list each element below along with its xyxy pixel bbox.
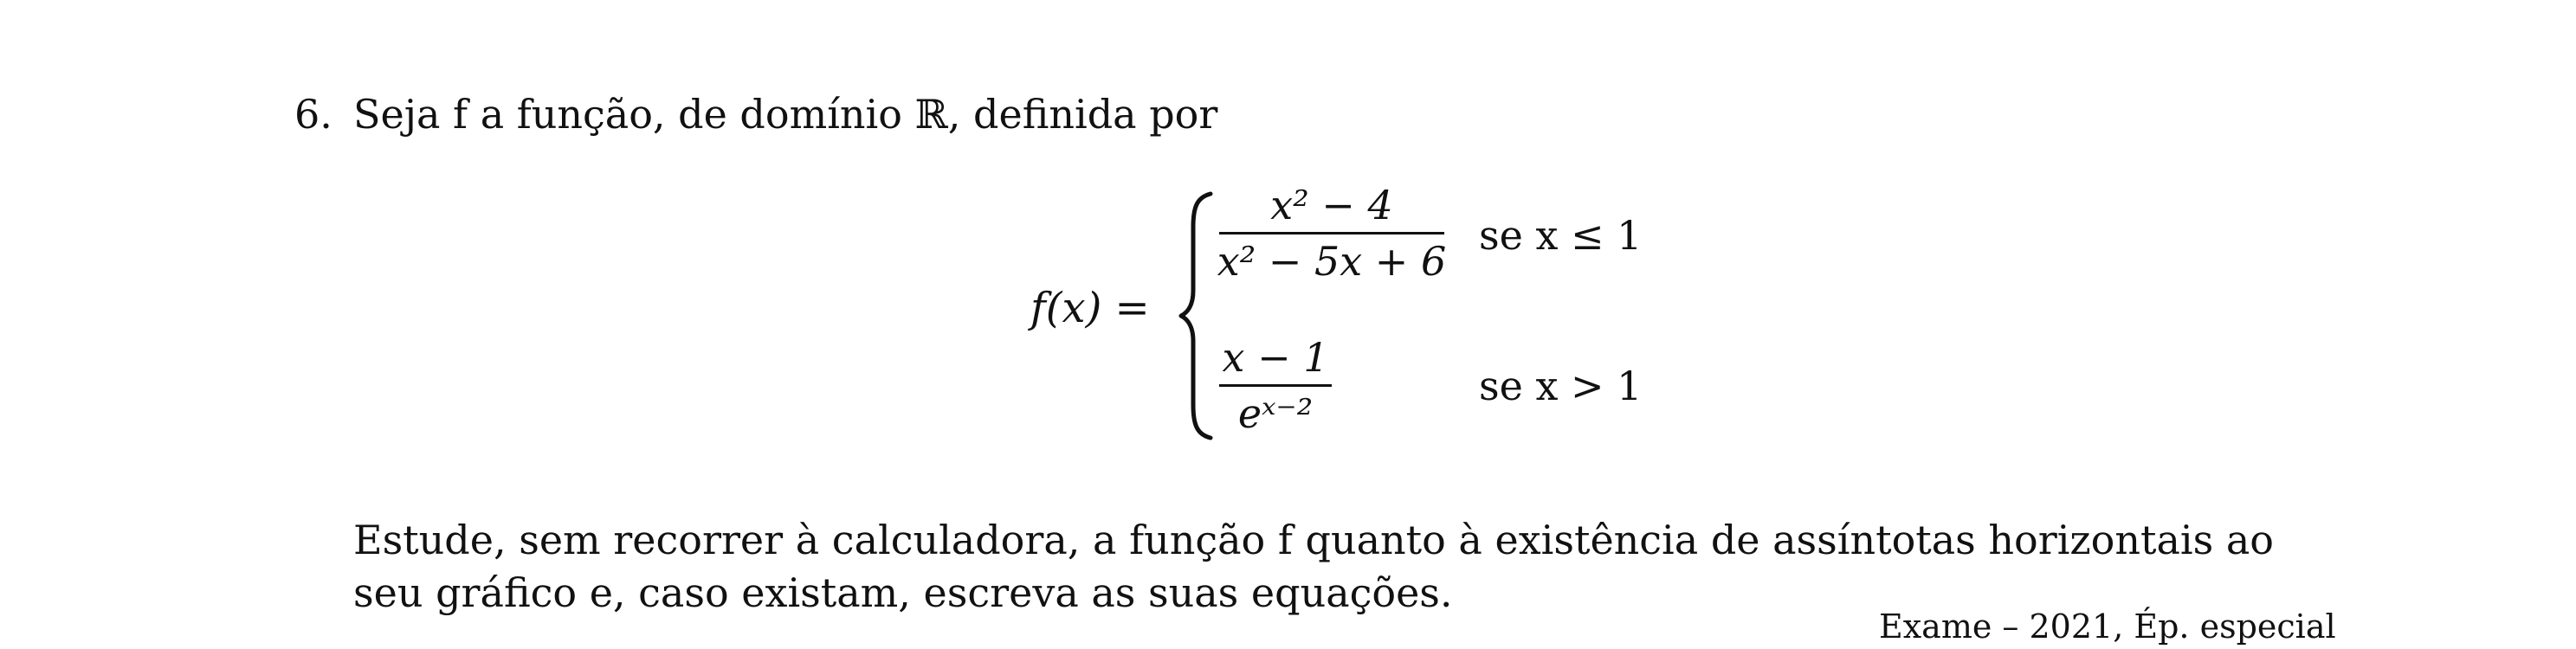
problem-intro: Seja f a função, de domínio ℝ, definida por — [353, 91, 1218, 138]
first-piece-fraction — [1217, 182, 1447, 285]
function-left-side: f(x) = — [1030, 284, 1150, 332]
problem-statement: Estude, sem recorrer à calculadora, a função f quanto à existência de assíntotas horizontais ao seu gráfico e, caso existam, escreva as suas equações. — [353, 517, 2274, 616]
second-piece-numerator: x − 1 — [1222, 334, 1329, 381]
second-piece-condition: se x > 1 — [1479, 363, 1643, 409]
second-piece-fraction — [1219, 334, 1332, 437]
first-piece-fraction-bar — [1219, 232, 1444, 235]
second-piece-fraction-bar — [1219, 384, 1332, 387]
first-piece-numerator: x² − 4 — [1270, 182, 1393, 228]
left-brace — [1178, 190, 1219, 441]
second-piece-denominator: eˣ⁻² — [1237, 390, 1314, 437]
first-piece-condition: se x ≤ 1 — [1479, 212, 1643, 259]
exam-source: Exame – 2021, Ép. especial — [1879, 607, 2336, 646]
piecewise-function — [1030, 182, 1688, 441]
first-piece-denominator: x² − 5x + 6 — [1217, 238, 1447, 285]
problem-number: 6. — [294, 91, 332, 138]
